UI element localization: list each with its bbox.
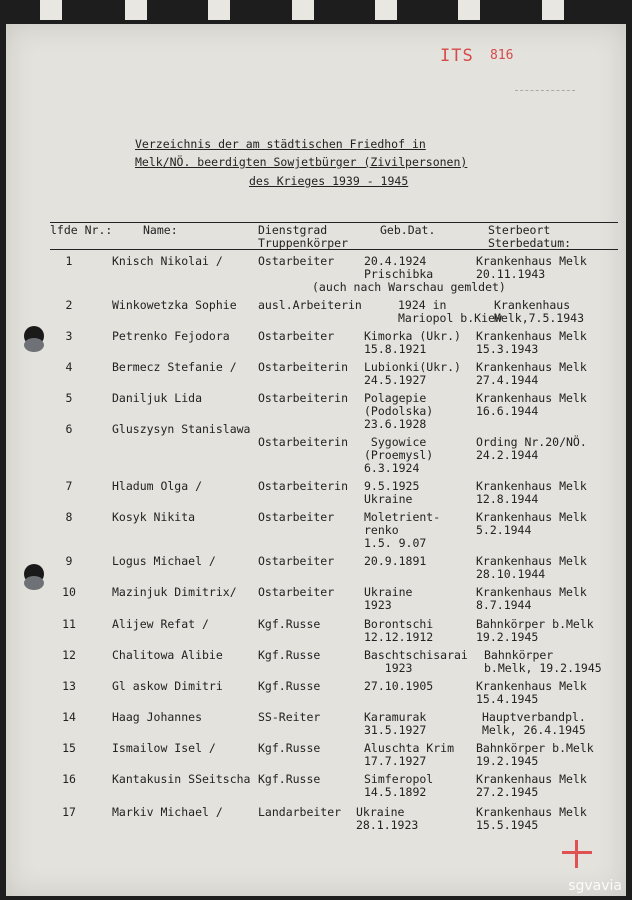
row-name: Ismailow Isel / — [112, 741, 216, 755]
row-death: Hauptverbandpl. Melk, 26.4.1945 — [482, 710, 586, 737]
row-birth: 20.9.1891 — [364, 554, 427, 568]
row-rank: Kgf.Russe — [258, 617, 321, 631]
row-name: Mazinjuk Dimitrix/ — [112, 585, 237, 599]
row-name: Gl askow Dimitri — [112, 679, 223, 693]
row-birth: Moletrient- renko 1.5. 9.07 — [364, 510, 441, 550]
scan-tab — [40, 0, 62, 20]
column-header-rank: Dienstgrad Truppenkörper — [258, 223, 349, 250]
watermark: sgvavia — [568, 878, 622, 894]
row-name: Logus Michael / — [112, 554, 216, 568]
row-rank: Ostarbeiter — [258, 554, 335, 568]
row-name: Haag Johannes — [112, 710, 203, 724]
row-death: Krankenhaus Melk 27.4.1944 — [476, 360, 587, 387]
column-header-name: Name: — [143, 223, 178, 237]
row-name: Knisch Nikolai / — [112, 254, 223, 268]
row-nr: 14 — [62, 710, 76, 724]
column-header-nr: lfde Nr.: — [50, 223, 113, 237]
row-name: Petrenko Fejodora — [112, 329, 230, 343]
row-birth: Sygowice (Proemysl) 6.3.1924 — [364, 435, 434, 475]
row-birth: 9.5.1925 Ukraine — [364, 479, 420, 506]
row-death: Krankenhaus Melk 15.5.1945 — [476, 805, 587, 832]
row-death: Krankenhaus Melk 15.4.1945 — [476, 679, 587, 706]
row-birth: 1924 in Mariopol b.Kiew — [398, 298, 502, 325]
column-header-death: Sterbeort Sterbedatum: — [488, 223, 572, 250]
row-nr: 3 — [65, 329, 73, 343]
row-rank: Kgf.Russe — [258, 741, 321, 755]
row-rank: Ostarbeiter — [258, 585, 335, 599]
row-death: Krankenhaus Melk 12.8.1944 — [476, 479, 587, 506]
row-name: Winkowetzka Sophie — [112, 298, 237, 312]
row-rank: SS-Reiter — [258, 710, 321, 724]
row-birth: Kimorka (Ukr.) 15.8.1921 — [364, 329, 461, 356]
row-death: Krankenhaus Melk 28.10.1944 — [476, 554, 587, 581]
row-death: Krankenhaus Melk 15.3.1943 — [476, 329, 587, 356]
row-death: Bahnkörper b.Melk 19.2.1945 — [476, 741, 594, 768]
row-death: Krankenhaus Melk 20.11.1943 — [476, 254, 587, 281]
row-death: Bahnkörper b.Melk, 19.2.1945 — [484, 648, 602, 675]
row-death: Krankenhaus Melk 16.6.1944 — [476, 391, 587, 418]
row-birth: Baschtschisarai 1923 — [364, 648, 468, 675]
scan-tab — [208, 0, 230, 20]
row-death: Krankenhaus Melk 8.7.1944 — [476, 585, 587, 612]
row-rank: Ostarbeiterin — [258, 479, 349, 493]
row-name: Gluszysyn Stanislawa — [112, 422, 251, 436]
row-nr: 10 — [62, 585, 76, 599]
row-nr: 1 — [65, 254, 73, 268]
row-nr: 8 — [65, 510, 73, 524]
row-rank: Landarbeiter — [258, 805, 342, 819]
scan-tab — [542, 0, 564, 20]
row-name: Kosyk Nikita — [112, 510, 196, 524]
row-birth: Borontschi 12.12.1912 — [364, 617, 434, 644]
scan-tab — [458, 0, 480, 20]
row-nr: 7 — [65, 479, 73, 493]
its-number: 816 — [490, 48, 514, 63]
row-rank: Ostarbeiterin — [258, 391, 349, 405]
row-death: Krankenhaus Melk 27.2.1945 — [476, 772, 587, 799]
title-line-1: Verzeichnis der am städtischen Friedhof in — [135, 137, 426, 151]
row-birth: Simferopol 14.5.1892 — [364, 772, 434, 799]
row-name: Markiv Michael / — [112, 805, 223, 819]
row-birth: 20.4.1924 Prischibka — [364, 254, 434, 281]
row-nr: 2 — [65, 298, 73, 312]
row-rank: Ostarbeiter — [258, 510, 335, 524]
row-nr: 5 — [65, 391, 73, 405]
row-rank: Ostarbeiter — [258, 254, 335, 268]
punch-hole-shadow — [24, 576, 44, 590]
row-birth: Polagepie (Podolska) 23.6.1928 — [364, 391, 434, 431]
row-rank: Kgf.Russe — [258, 648, 321, 662]
row-rank: Ostarbeiterin — [258, 435, 349, 449]
red-cross-mark — [562, 840, 592, 868]
row-death: Ording Nr.20/NÖ. 24.2.1944 — [476, 435, 587, 462]
row-note: (auch nach Warschau gemldet) — [312, 280, 506, 294]
row-nr: 16 — [62, 772, 76, 786]
scan-tab — [292, 0, 314, 20]
row-nr: 6 — [65, 422, 73, 436]
row-nr: 9 — [65, 554, 73, 568]
row-nr: 17 — [62, 805, 76, 819]
row-rank: Ostarbeiterin — [258, 360, 349, 374]
row-birth: Aluschta Krim 17.7.1927 — [364, 741, 455, 768]
row-birth: Ukraine 28.1.1923 — [356, 805, 419, 832]
its-stamp: ITS — [440, 46, 474, 66]
scan-tab — [375, 0, 397, 20]
row-nr: 11 — [62, 617, 76, 631]
row-name: Hladum Olga / — [112, 479, 203, 493]
row-rank: Kgf.Russe — [258, 679, 321, 693]
row-nr: 13 — [62, 679, 76, 693]
row-birth: 27.10.1905 — [364, 679, 434, 693]
stamp-line — [515, 90, 575, 91]
row-name: Bermecz Stefanie / — [112, 360, 237, 374]
row-name: Chalitowa Alibie — [112, 648, 223, 662]
row-rank: ausl.Arbeiterin — [258, 298, 362, 312]
row-death: Bahnkörper b.Melk 19.2.1945 — [476, 617, 594, 644]
row-rank: Ostarbeiter — [258, 329, 335, 343]
row-nr: 12 — [62, 648, 76, 662]
header-rule-bottom — [50, 249, 618, 250]
row-name: Daniljuk Lida — [112, 391, 203, 405]
column-header-birth: Geb.Dat. — [380, 223, 436, 237]
title-line-3: des Krieges 1939 - 1945 — [249, 174, 409, 188]
scan-tab — [125, 0, 147, 20]
row-birth: Karamurak 31.5.1927 — [364, 710, 427, 737]
row-death: Krankenhaus Melk 5.2.1944 — [476, 510, 587, 537]
row-birth: Ukraine 1923 — [364, 585, 413, 612]
row-nr: 15 — [62, 741, 76, 755]
row-death: Krankenhaus Melk,7.5.1943 — [494, 298, 585, 325]
row-nr: 4 — [65, 360, 73, 374]
punch-hole-shadow — [24, 338, 44, 352]
row-birth: Lubionki(Ukr.) 24.5.1927 — [364, 360, 461, 387]
title-line-2: Melk/NÖ. beerdigten Sowjetbürger (Zivilpersonen) — [135, 155, 468, 169]
row-name: Kantakusin SSeitscha — [112, 772, 251, 786]
row-name: Alijew Refat / — [112, 617, 209, 631]
row-rank: Kgf.Russe — [258, 772, 321, 786]
